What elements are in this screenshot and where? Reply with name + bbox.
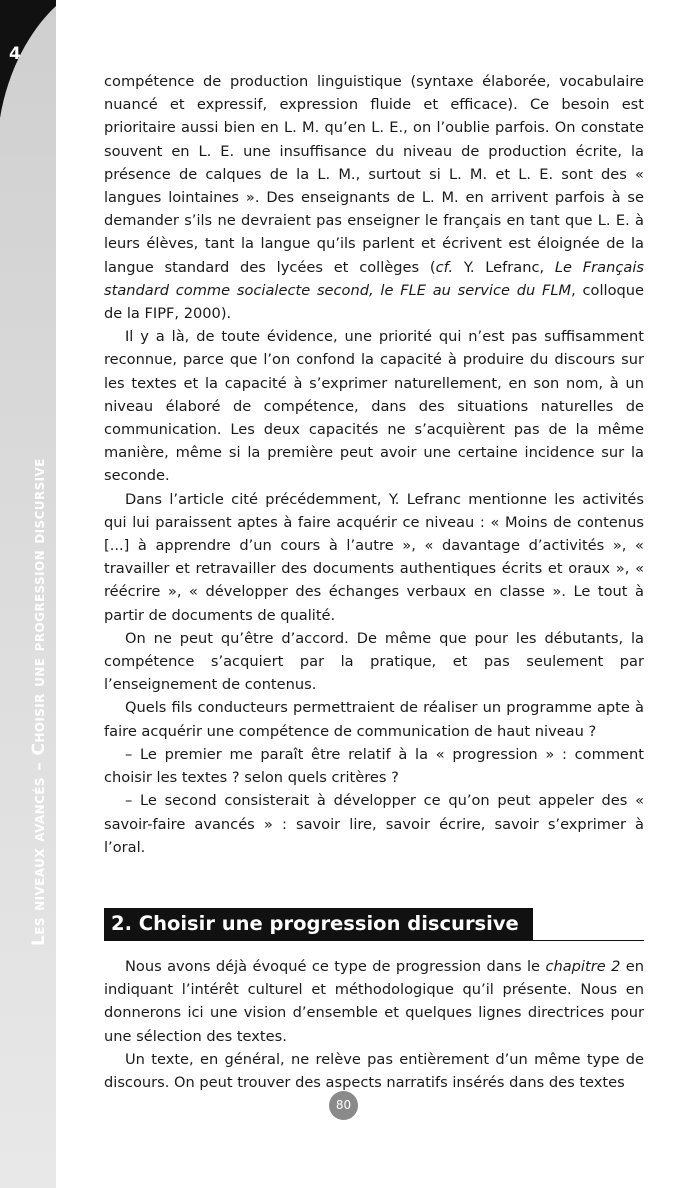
page-body <box>104 70 644 1094</box>
chapter-number: 4 <box>9 44 21 64</box>
paragraph-5: Quels fils conducteurs permettraient de réaliser un programme apte à faire acquérir une compétence de communication de haut niveau ? <box>104 699 644 740</box>
paragraph-2: Il y a là, de toute évidence, une priorité qui n’est pas suffisamment reconnue, parce que l’on confond la capacité à produire du discours sur les textes et la capacité à s’exprimer naturellement, en son nom, à un niveau élaboré de compétence, dans des situations naturelles de communication. Les deux capacités ne s’acquièrent pas de la même manière, même si la première peut avoir une certaine incidence sur la seconde. <box>104 328 644 485</box>
paragraph-3: Dans l’article cité précédemment, Y. Lefranc mentionne les activités qui lui paraissent aptes à faire acquérir ce niveau : « Moins de contenus [...] à apprendre d’un cours à l’autre », « davantage d’activités », « travailler et retravailler des documents authentiques écrits et oraux », « réécrire », « développer des échanges verbaux en classe ». Le tout à partir de documents de qualité. <box>104 490 644 624</box>
list-item-progression: – Le premier me paraît être relatif à la « progression » : comment choisir les textes ? selon quels critères ? <box>104 745 644 787</box>
paragraph-4: On ne peut qu’être d’accord. De même que pour les débutants, la compétence s’acquiert par la pratique, et pas seulement par l’enseignement de contenus. <box>104 629 644 694</box>
paragraph-9: Un texte, en général, ne relève pas entièrement d’un même type de discours. On peut trouver des aspects narratifs insérés dans des textes <box>104 1050 644 1091</box>
list-item-savoir-faire: – Le second consisterait à développer ce qu’on peut appeler des « savoir-faire avancés » : savoir lire, savoir écrire, savoir s’exprimer à l’oral. <box>104 792 644 856</box>
paragraph-8: Nous avons déjà évoqué ce type de progression dans le chapitre 2 en indiquant l’intérêt culturel et méthodologique qu’il présente. Nous en donnerons ici une vision d’ensemble et quelques lignes directrices pour une sélection des textes. <box>104 957 644 1045</box>
sidebar-strip <box>0 0 56 1188</box>
paragraph-1: compétence de production linguistique (syntaxe élaborée, vocabulaire nuancé et expressif, expression fluide et efficace). Ce besoin est prioritaire aussi bien en L. M. qu’en L. E., on l’oublie parfois. On constate souvent en L. E. une insuffisance du niveau de production écrite, la présence de calques de la L. M., surtout si L. M. et L. E. sont des « langues lointaines ». Des enseignants de L. M. en arrivent parfois à se demander s’ils ne devraient pas enseigner le français en tant que L. E. à leurs élèves, tant la langue qu’ils parlent et écrivent est éloignée de la langue standard des lycées et collèges (cf. Y. Lefranc, Le Français standard comme socialecte second, le FLE au service du FLM, colloque de la FIPF, 2000). <box>104 73 644 323</box>
page-number: 80 <box>329 1091 358 1120</box>
section-heading <box>104 908 644 941</box>
running-head: Les niveaux avancés – Choisir une progression discursive <box>29 458 49 946</box>
section-title: 2. Choisir une progression discursive <box>104 908 533 940</box>
